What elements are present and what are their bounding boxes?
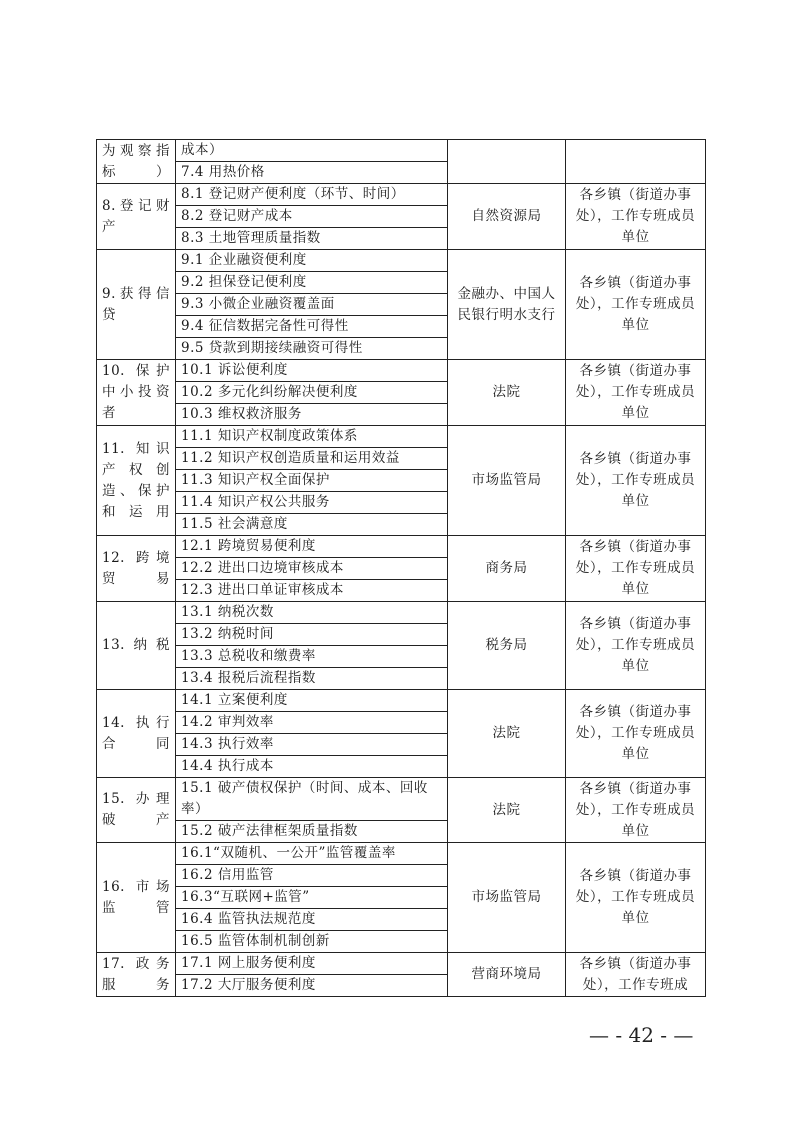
- responsible-unit-cell: 各乡镇（街道办事处），工作专班成员单位: [566, 690, 706, 778]
- responsible-unit-cell: 各乡镇（街道办事处），工作专班成员单位: [566, 250, 706, 360]
- indicator-table-page: [96, 139, 705, 997]
- indicator-item-cell: 12.3 进出口单证审核成本: [176, 580, 448, 602]
- indicator-item-cell: 17.1 网上服务便利度: [176, 953, 448, 975]
- lead-department-cell: 营商环境局: [448, 953, 566, 997]
- indicator-item-cell: 10.3 维权救济服务: [176, 404, 448, 426]
- indicator-item-cell: 11.5 社会满意度: [176, 514, 448, 536]
- indicator-item-cell: 11.2 知识产权创造质量和运用效益: [176, 448, 448, 470]
- indicator-item-cell: 13.1 纳税次数: [176, 602, 448, 624]
- indicator-item-cell: 9.1 企业融资便利度: [176, 250, 448, 272]
- indicator-item-cell: 9.4 征信数据完备性可得性: [176, 316, 448, 338]
- table-row: [97, 250, 706, 272]
- table-row: [97, 360, 706, 382]
- responsible-unit-cell: 各乡镇（街道办事处），工作专班成员单位: [566, 426, 706, 536]
- indicator-item-cell: 13.3 总税收和缴费率: [176, 646, 448, 668]
- responsible-unit-cell: 各乡镇（街道办事处），工作专班成员单位: [566, 602, 706, 690]
- indicator-item-cell: 16.4 监管执法规范度: [176, 909, 448, 931]
- indicator-item-cell: 14.4 执行成本: [176, 756, 448, 778]
- indicator-table-body: [97, 140, 706, 997]
- table-row: [97, 426, 706, 448]
- category-cell: 13.纳税: [97, 602, 176, 690]
- lead-department-cell: 自然资源局: [448, 184, 566, 250]
- indicator-item-cell: 16.3“互联网+监管”: [176, 887, 448, 909]
- table-row: [97, 184, 706, 206]
- table-row: [97, 953, 706, 975]
- category-cell: 为观察指标）: [97, 140, 176, 184]
- indicator-item-cell: 10.1 诉讼便利度: [176, 360, 448, 382]
- lead-department-cell: 法院: [448, 778, 566, 843]
- category-cell: 8.登记财产: [97, 184, 176, 250]
- table-row: [97, 536, 706, 558]
- category-cell: 9.获得信贷: [97, 250, 176, 360]
- indicator-item-cell: 16.1“双随机、一公开”监管覆盖率: [176, 843, 448, 865]
- indicator-item-cell: 10.2 多元化纠纷解决便利度: [176, 382, 448, 404]
- lead-department-cell: 金融办、中国人民银行明水支行: [448, 250, 566, 360]
- category-cell: 11. 知识产权创造、保护和运用: [97, 426, 176, 536]
- table-row: [97, 140, 706, 162]
- indicator-item-cell: 11.3 知识产权全面保护: [176, 470, 448, 492]
- page-number: — - 42 - —: [589, 1023, 694, 1047]
- indicator-item-cell: 12.1 跨境贸易便利度: [176, 536, 448, 558]
- responsible-unit-cell: 各乡镇（街道办事处），工作专班成员单位: [566, 536, 706, 602]
- table-row: [97, 690, 706, 712]
- indicator-item-cell: 8.3 土地管理质量指数: [176, 228, 448, 250]
- table-row: [97, 843, 706, 865]
- responsible-unit-cell: [566, 140, 706, 184]
- indicator-item-cell: 12.2 进出口边境审核成本: [176, 558, 448, 580]
- indicator-item-cell: 14.2 审判效率: [176, 712, 448, 734]
- table-row: [97, 778, 706, 821]
- responsible-unit-cell: 各乡镇（街道办事处），工作专班成员单位: [566, 360, 706, 426]
- indicator-item-cell: 8.2 登记财产成本: [176, 206, 448, 228]
- indicator-item-cell: 13.2 纳税时间: [176, 624, 448, 646]
- responsible-unit-cell: 各乡镇（街道办事处），工作专班成员单位: [566, 778, 706, 843]
- table-row: [97, 602, 706, 624]
- lead-department-cell: 商务局: [448, 536, 566, 602]
- lead-department-cell: 法院: [448, 360, 566, 426]
- indicator-item-cell: 15.1 破产债权保护（时间、成本、回收率）: [176, 778, 448, 821]
- indicator-item-cell: 11.1 知识产权制度政策体系: [176, 426, 448, 448]
- indicator-item-cell: 8.1 登记财产便利度（环节、时间）: [176, 184, 448, 206]
- lead-department-cell: 市场监管局: [448, 843, 566, 953]
- indicator-item-cell: 16.2 信用监管: [176, 865, 448, 887]
- indicator-item-cell: 14.3 执行效率: [176, 734, 448, 756]
- category-cell: 14. 执行合同: [97, 690, 176, 778]
- category-cell: 15. 办理破产: [97, 778, 176, 843]
- indicator-item-cell: 11.4 知识产权公共服务: [176, 492, 448, 514]
- responsible-unit-cell: 各乡镇（街道办事处），工作专班成: [566, 953, 706, 997]
- lead-department-cell: 市场监管局: [448, 426, 566, 536]
- lead-department-cell: 法院: [448, 690, 566, 778]
- indicator-item-cell: 7.4 用热价格: [176, 162, 448, 184]
- category-cell: 12. 跨境贸易: [97, 536, 176, 602]
- responsible-unit-cell: 各乡镇（街道办事处），工作专班成员单位: [566, 843, 706, 953]
- responsible-unit-cell: 各乡镇（街道办事处），工作专班成员单位: [566, 184, 706, 250]
- indicator-item-cell: 17.2 大厅服务便利度: [176, 975, 448, 997]
- indicator-item-cell: 成本）: [176, 140, 448, 162]
- lead-department-cell: 税务局: [448, 602, 566, 690]
- indicator-item-cell: 15.2 破产法律框架质量指数: [176, 821, 448, 843]
- indicator-item-cell: 9.5 贷款到期接续融资可得性: [176, 338, 448, 360]
- category-cell: 10. 保护中小投资者: [97, 360, 176, 426]
- indicator-item-cell: 16.5 监管体制机制创新: [176, 931, 448, 953]
- indicator-item-cell: 14.1 立案便利度: [176, 690, 448, 712]
- category-cell: 16. 市场监管: [97, 843, 176, 953]
- indicator-item-cell: 9.2 担保登记便利度: [176, 272, 448, 294]
- indicator-item-cell: 9.3 小微企业融资覆盖面: [176, 294, 448, 316]
- indicator-table: [96, 139, 706, 997]
- lead-department-cell: [448, 140, 566, 184]
- indicator-item-cell: 13.4 报税后流程指数: [176, 668, 448, 690]
- category-cell: 17. 政务服务: [97, 953, 176, 997]
